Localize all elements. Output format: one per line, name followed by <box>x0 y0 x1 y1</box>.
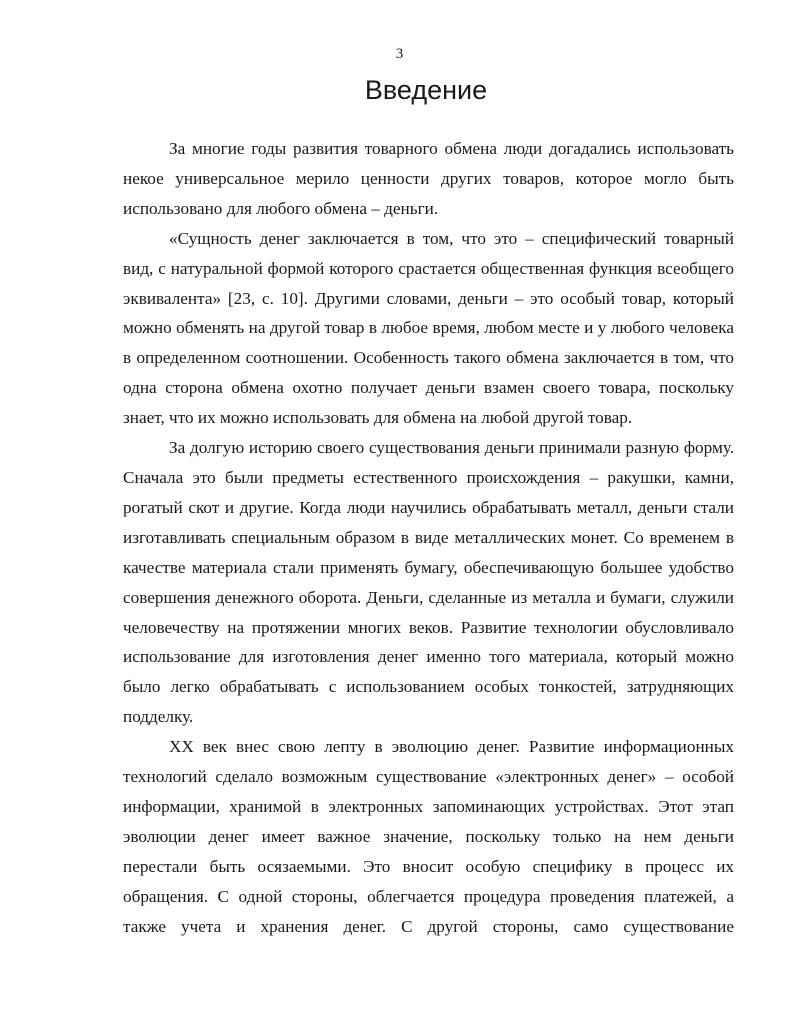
body-text <box>123 134 734 941</box>
page-title: Введение <box>364 75 488 105</box>
paragraph-3: За долгую историю своего существования деньги принимали разную форму. Сначала это были предметы естественного происхождения – ракушки, камни, рогатый скот и другие. Когда люди научились обрабатывать металл, деньги стали изготавливать специальным образом в виде металлических монет. Со временем в качестве материала стали применять бумагу, обеспечивающую большее удобство совершения денежного оборота. Деньги, сделанные из металла и бумаги, служили человечеству на протяжении многих веков. Развитие технологии обусловливало использование для изготовления денег именно того материала, который можно было легко обрабатывать с использованием особых тонкостей, затрудняющих подделку. <box>123 438 734 727</box>
paragraph-1: За многие годы развития товарного обмена люди догадались использовать некое универсальное мерило ценности других товаров, которое могло быть использовано для любого обмена – деньги. <box>123 139 734 218</box>
paragraph-2: «Сущность денег заключается в том, что это – специфический товарный вид, с натуральной формой которого срастается общественная функция всеобщего эквивалента» [23, с. 10]. Другими словами, деньги – это особый товар, который можно обменять на другой товар в любое время, любом месте и у любого человека в определенном соотношении. Особенность такого обмена заключается в том, что одна сторона обмена охотно получает деньги взамен своего товара, поскольку знает, что их можно использовать для обмена на любой другой товар. <box>123 228 734 428</box>
paragraph-4: XX век внес свою лепту в эволюцию денег. Развитие информационных технологий сделало возможным существование «электронных денег» – особой информации, хранимой в электронных запоминающих устройствах. Этот этап эволюции денег имеет важное значение, поскольку только на нем деньги перестали быть осязаемыми. Это вносит особую специфику в процесс их обращения. С одной стороны, облегчается процедура проведения платежей, а также учета и хранения денег. С другой стороны, само существование <box>123 737 734 936</box>
page-number: 3 <box>395 46 404 62</box>
